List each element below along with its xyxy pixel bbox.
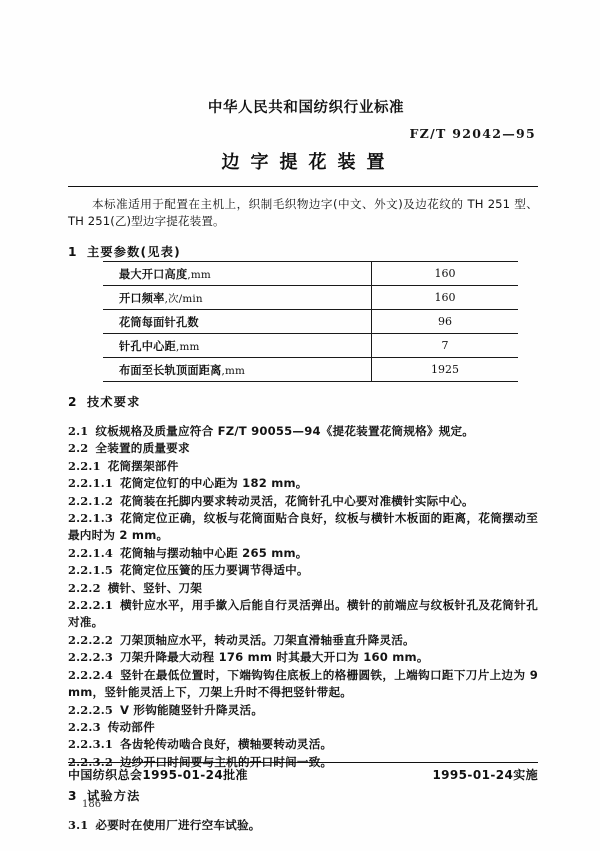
issuing-organization: 中华人民共和国纺织行业标准 [207, 100, 405, 116]
clause-text: 花筒定位钉的中心距为 182 mm。 [120, 476, 308, 491]
document-body [68, 196, 538, 260]
section-1-title: 主要参数(见表) [87, 245, 181, 260]
param-unit: ,mm [175, 340, 200, 353]
clause-2-2-2-3 [68, 649, 538, 666]
clause-number: 2.2.3.2 [68, 754, 113, 769]
clause-2-2-1-3 [68, 510, 538, 545]
clause-number: 2.2.3.1 [68, 737, 113, 752]
param-label: 开口频率 [119, 291, 165, 305]
clause-text: 竖针在最低位置时，下端钩钩住底板上的格栅圆铁，上端钩口距下刀片上边为 9 mm，竖针能灵活上下，刀架上升时不得把竖针带起。 [68, 667, 538, 700]
document-footer [68, 766, 538, 783]
clause-number: 2.2.1.3 [68, 511, 113, 526]
table-row [103, 262, 518, 286]
clause-number: 2.2.2.4 [68, 667, 113, 682]
clause-text: 花筒摆架部件 [107, 458, 179, 473]
section-2-number: 2 [68, 395, 77, 409]
clause-number: 2.2.1.1 [68, 476, 113, 491]
clause-number: 2.2.1.4 [68, 545, 113, 560]
param-unit: ,mm [187, 268, 211, 281]
table-cell-label [103, 286, 372, 310]
clause-2-2-1-5 [68, 562, 538, 579]
document-title: 边字提花装置 [221, 152, 396, 173]
clause-text: 传动部件 [107, 719, 155, 734]
clause-number: 2.2.2.1 [68, 598, 113, 613]
standard-number: FZ/T 92042—95 [409, 126, 536, 141]
table-cell-label [103, 334, 372, 358]
clause-2-2-1-4 [68, 545, 538, 562]
clause-3-1 [68, 817, 538, 834]
clause-text: 边纱开口时间要与主机的开口时间一致。 [120, 754, 333, 769]
clause-number: 2.2.2.3 [68, 650, 113, 665]
clause-text: 花筒定位压簧的压力要调节得适中。 [120, 563, 309, 578]
clause-2-2-2-2 [68, 632, 538, 649]
approval-statement: 中国纺织总会1995-01-24批准 [68, 768, 248, 782]
clause-2-2-2-5 [68, 702, 538, 719]
header-divider-rule [68, 186, 538, 187]
table-cell-value: 160 [372, 262, 519, 286]
clause-2-2-2-1 [68, 597, 538, 632]
clause-text: 花筒轴与摆动轴中心距 265 mm。 [120, 545, 308, 560]
clause-number: 3.1 [68, 818, 89, 833]
clause-text: 刀架升降最大动程 176 mm 时其最大开口为 160 mm。 [120, 650, 429, 665]
table-row [103, 310, 518, 334]
clause-number: 2.2.2.2 [68, 632, 113, 647]
page-number: 186 [82, 799, 102, 810]
clause-number: 2.2.3 [68, 719, 101, 734]
table-cell-value: 96 [372, 310, 519, 334]
clause-2-2-1 [68, 458, 538, 475]
table-cell-value: 160 [372, 286, 519, 310]
clause-text: 花筒装在托脚内要求转动灵活，花筒针孔中心要对准横针实际中心。 [120, 493, 474, 508]
clause-number: 2.2 [68, 441, 89, 456]
param-unit: ,次/min [164, 292, 203, 305]
parameters-table [103, 261, 518, 382]
table-row [103, 286, 518, 310]
clause-number: 2.2.1.5 [68, 563, 113, 578]
clause-2-1 [68, 423, 538, 440]
param-label: 花筒每面针孔数 [119, 315, 199, 329]
table-cell-label [103, 358, 372, 382]
clause-number: 2.2.1.2 [68, 493, 113, 508]
clause-2-2-1-1 [68, 475, 538, 492]
clause-number: 2.2.1 [68, 458, 101, 473]
section-1-number: 1 [68, 245, 77, 260]
clause-text: 花筒定位正确，纹板与花筒面贴合良好，纹板与横针木板面的距离，花筒摆动至最内时为 2 mm。 [68, 511, 538, 543]
clause-text: 各齿轮传动啮合良好，横轴要转动灵活。 [120, 737, 333, 752]
table-cell-value: 1925 [431, 363, 459, 376]
section-3-number: 3 [68, 789, 77, 804]
document-header [68, 96, 538, 174]
footer-divider-rule [68, 762, 538, 763]
clause-2-2-3-1 [68, 736, 538, 753]
clause-2-2-1-2 [68, 493, 538, 510]
section-heading-3 [68, 787, 538, 804]
table-row [103, 358, 518, 382]
clause-number: 2.2.2 [68, 580, 101, 595]
section-3-title: 试验方法 [87, 789, 141, 804]
clause-number: 2.1 [68, 424, 89, 438]
section-heading-2 [68, 393, 538, 410]
param-label: 布面至长轨顶面距离 [119, 363, 222, 377]
clause-text: 刀架顶轴应水平，转动灵活。刀架直滑轴垂直升降灵活。 [120, 632, 415, 647]
clause-text: 必要时在使用厂进行空车试验。 [95, 818, 261, 833]
table-cell-label [103, 262, 372, 286]
clause-text: 全装置的质量要求 [95, 441, 190, 456]
clause-text: 纹板规格及质量应符合 FZ/T 90055—94《提花装置花筒规格》规定。 [95, 424, 475, 438]
param-unit: ,mm [221, 364, 246, 377]
clause-text: 横针、竖针、刀架 [107, 580, 203, 595]
table-cell-value: 7 [372, 334, 519, 358]
param-label: 最大开口高度 [119, 267, 188, 281]
table-cell-label [103, 310, 372, 334]
table-row [103, 334, 518, 358]
clause-2-2-3 [68, 719, 538, 736]
implementation-date: 1995-01-24实施 [432, 768, 538, 782]
param-label: 针孔中心距 [119, 339, 176, 353]
clause-2-2-2 [68, 580, 538, 597]
clause-number: 2.2.2.5 [68, 702, 113, 717]
clause-text: V 形钩能随竖针升降灵活。 [120, 702, 264, 717]
clause-2-2-2-4 [68, 667, 538, 702]
section-heading-1 [68, 243, 538, 260]
clause-text: 横针应水平，用手撳入后能自行灵活弹出。横针的前端应与纹板针孔及花筒针孔对准。 [68, 598, 538, 630]
scope-paragraph: 本标准适用于配置在主机上，织制毛织物边字(中文、外文)及边花纹的 TH 251 型、TH 251(乙)型边字提花装置。 [68, 197, 538, 229]
clause-2-2 [68, 440, 538, 457]
section-2-title: 技术要求 [87, 395, 141, 409]
